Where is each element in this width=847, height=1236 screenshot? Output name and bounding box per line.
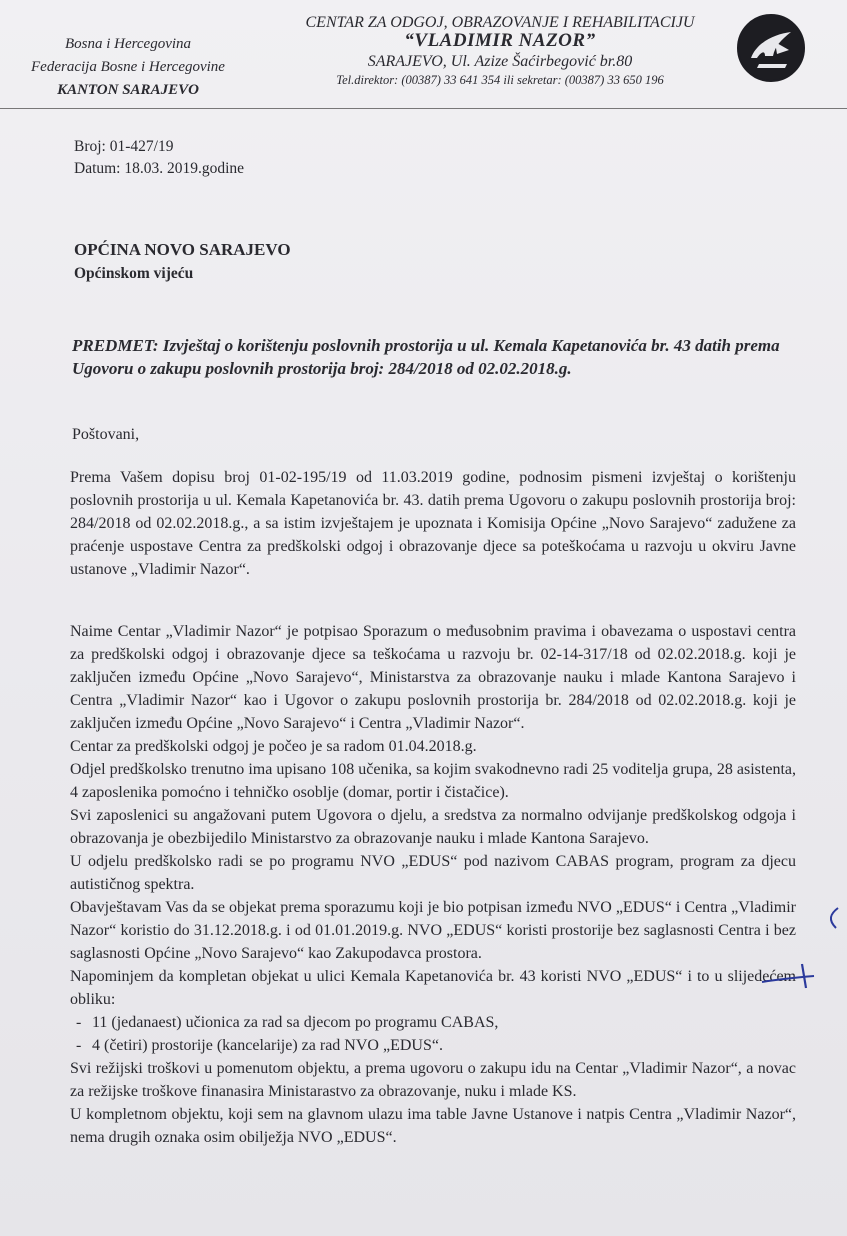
recipient-block — [74, 238, 291, 286]
header-country: Bosna i Hercegovina — [64, 36, 192, 52]
paragraph-intro: Prema Vašem dopisu broj 01-02-195/19 od 11.03.2019 godine, podnosim pismeni izvještaj o korištenju poslovnih prostorija u ul. Kemala Kapetanovića br. 43. datih prema Ugovoru o zakupu poslovnih prostorija broj: 284/2018 od 02.02.2018.g., a sa istim izvještajem je upoznata i Komisija Općine „Novo Sarajevo“ zadužene za praćenje uspostave Centra za predškolski odgoj i obrazovanje djece sa poteškoćama u razvoju u okviru Javne ustanove „Vladimir Nazor“. — [70, 469, 796, 578]
institution-name: “VLADIMIR NAZOR” — [404, 30, 596, 51]
subject-line: PREDMET: Izvještaj o korištenju poslovnih prostorija u ul. Kemala Kapetanovića br. 43 datih prema Ugovoru o zakupu poslovnih prostorija broj: 284/2018 od 02.02.2018.g. — [72, 336, 780, 378]
list-item: - 4 (četiri) prostorije (kancelarije) za rad NVO „EDUS“. — [70, 1034, 796, 1057]
body-line: Svi režijski troškovi u pomenutom objektu, a prema ugovoru o zakupu idu na Centar „Vladimir Nazor“, a novac za režijske troškove finanasira Ministarastvo za obrazovanje, nuku i mlade KS. — [70, 1060, 796, 1100]
body-line: U odjelu predškolsko radi se po programu NVO „EDUS“ pod nazivom CABAS program, program za djecu autističnog spektra. — [70, 853, 796, 893]
header-canton: KANTON SARAJEVO — [57, 82, 199, 98]
list-item: - 11 (jedanaest) učionica za rad sa djecom po programu CABAS, — [70, 1011, 796, 1034]
greeting: Poštovani, — [72, 426, 140, 443]
pen-underline-mark-icon — [760, 958, 816, 998]
body-line: Svi zaposlenici su angažovani putem Ugovora o djelu, a sredstva za normalno odvijanje predškolskog odgoja i obrazovanja je obezbijedilo Ministarstvo za obrazovanje nauku i mlade Kantona Sarajevo. — [70, 807, 796, 847]
header-institution — [270, 14, 730, 88]
letter-body — [70, 620, 796, 1149]
document-meta — [74, 136, 244, 180]
header-federation: Federacija Bosne i Hercegovine — [31, 59, 225, 75]
body-line: Naime Centar „Vladimir Nazor“ je potpisao Sporazum o međusobnim pravima i obavezama o uspostavi centra za predškolski odgoj i obrazovanje djece sa teškoćama u razvoju br. 02-14-317/18 od 02.02.2018.g. koji je zaključen između Općine „Novo Sarajevo“, Ministarstva za obrazovanje nauku i mlade Kantona Sarajevo i Centra „Vladimir Nazor“ kao i Ugovor o zakupu poslovnih prostorija br. 284/2018 od 02.02.2018.g. koji je zaključen između Općine „Novo Sarajevo“ i Centra „Vladimir Nazor“. — [70, 623, 796, 732]
body-line: Napominjem da kompletan objekat u ulici Kemala Kapetanovića br. 43 koristi NVO „EDUS“ i to u slijedećem obliku: — [70, 968, 796, 1008]
usage-list — [70, 1011, 796, 1057]
document-date: Datum: 18.03. 2019.godine — [74, 160, 245, 177]
institution-type: CENTAR ZA ODGOJ, OBRAZOVANJE I REHABILITACIJU — [305, 14, 695, 31]
pen-margin-mark-icon — [822, 906, 842, 936]
header-left — [8, 36, 248, 99]
body-line: Odjel predškolsko trenutno ima upisano 108 učenika, sa kojim svakodnevno radi 25 voditelja grupa, 28 asistenta, 4 zaposlenika pomoćno i tehničko osoblje (domar, portir i čistačice). — [70, 761, 796, 801]
institution-phones: Tel.direktor: (00387) 33 641 354 ili sekretar: (00387) 33 650 196 — [336, 73, 664, 87]
header-divider — [0, 108, 847, 109]
recipient-municipality: OPĆINA NOVO SARAJEVO — [74, 240, 291, 259]
institution-address: SARAJEVO, Ul. Azize Šaćirbegović br.80 — [367, 53, 633, 70]
body-line: U kompletnom objektu, koji sem na glavnom ulazu ima table Javne Ustanove i natpis Centra „Vladimir Nazor“, nema drugih oznaka osim obilježja NVO „EDUS“. — [70, 1106, 796, 1146]
institution-logo-icon — [735, 12, 807, 84]
document-number: Broj: 01-427/19 — [74, 138, 174, 155]
recipient-council: Općinskom vijeću — [74, 265, 194, 282]
body-line: Centar za predškolski odgoj je počeo je sa radom 01.04.2018.g. — [70, 738, 477, 755]
body-line: Obavještavam Vas da se objekat prema sporazumu koji je bio potpisan između NVO „EDUS“ i Centra „Vladimir Nazor“ koristio do 31.12.2018.g. i od 01.01.2019.g. NVO „EDUS“ koristi prostorije bez saglasnosti Centra i bez saglasnosti Općine „Novo Sarajevo“ kao Zakupodavca prostora. — [70, 899, 796, 962]
